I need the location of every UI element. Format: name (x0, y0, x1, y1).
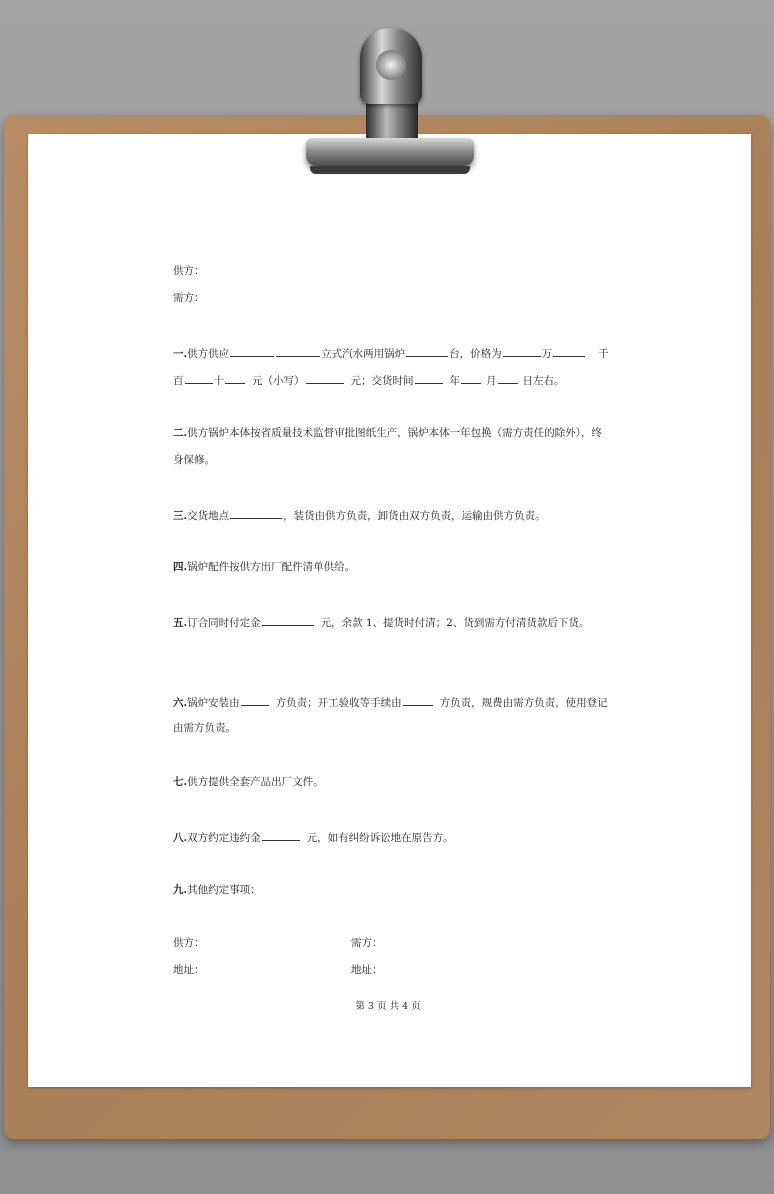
blank-field[interactable] (415, 374, 443, 384)
blank-field[interactable] (276, 347, 320, 357)
signature-supplier: 供方： (173, 937, 205, 949)
blank-field[interactable] (498, 374, 518, 384)
blank-field[interactable] (185, 374, 213, 384)
blank-field[interactable] (230, 509, 282, 519)
document-paper (28, 134, 751, 1087)
clause-1-line-1: 一.供方供应 立式汽水两用锅炉 台，价格为 万 千 (173, 348, 609, 360)
blank-field[interactable] (230, 347, 274, 357)
clause-2-line-2: 身保修。 (173, 454, 215, 466)
blank-field[interactable] (241, 696, 269, 706)
blank-field[interactable] (403, 696, 433, 706)
clip-bar (306, 138, 474, 166)
clause-5: 五.订合同时付定金 元，余款 1、提货时付清；2、货到需方付清货款后下货。 (173, 617, 590, 629)
signature-buyer-address: 地址： (351, 964, 383, 976)
signature-buyer: 需方： (351, 937, 383, 949)
clause-4: 四.锅炉配件按供方出厂配件清单供给。 (173, 561, 356, 573)
page-number: 第 3 页 共 4 页 (355, 1001, 421, 1012)
clip-hole (376, 50, 406, 80)
blank-field[interactable] (262, 616, 314, 626)
clip-bar-edge (310, 166, 470, 174)
blank-field[interactable] (262, 831, 300, 841)
clause-7: 七.供方提供全套产品出厂文件。 (173, 776, 324, 788)
clause-6-line-1: 六.锅炉安装由 方负责；开工验收等手续由 方负责，规费由需方负责，使用登记 (173, 697, 608, 709)
blank-field[interactable] (553, 347, 585, 357)
blank-field[interactable] (461, 374, 481, 384)
blank-field[interactable] (406, 347, 448, 357)
blank-field[interactable] (306, 374, 344, 384)
clause-9: 九.其他约定事项： (173, 884, 261, 896)
signature-supplier-address: 地址： (173, 964, 205, 976)
header-supplier: 供方： (173, 265, 205, 277)
clause-2-line-1: 二.供方锅炉本体按省质量技术监督审批图纸生产，锅炉本体一年包换（需方责任的除外），终 (173, 427, 602, 439)
clause-8: 八.双方约定违约金 元，如有纠纷诉讼地在原告方。 (173, 832, 454, 844)
clause-3: 三.交货地点 ，装货由供方负责，卸货由双方负责，运输由供方负责。 (173, 510, 546, 522)
clause-6-line-2: 由需方负责。 (173, 722, 236, 734)
blank-field[interactable] (503, 347, 541, 357)
blank-field[interactable] (225, 374, 245, 384)
header-buyer: 需方： (173, 292, 205, 304)
clause-1-line-2: 百 十 元（小写） 元；交货时间 年 月 日左右。 (173, 375, 565, 387)
